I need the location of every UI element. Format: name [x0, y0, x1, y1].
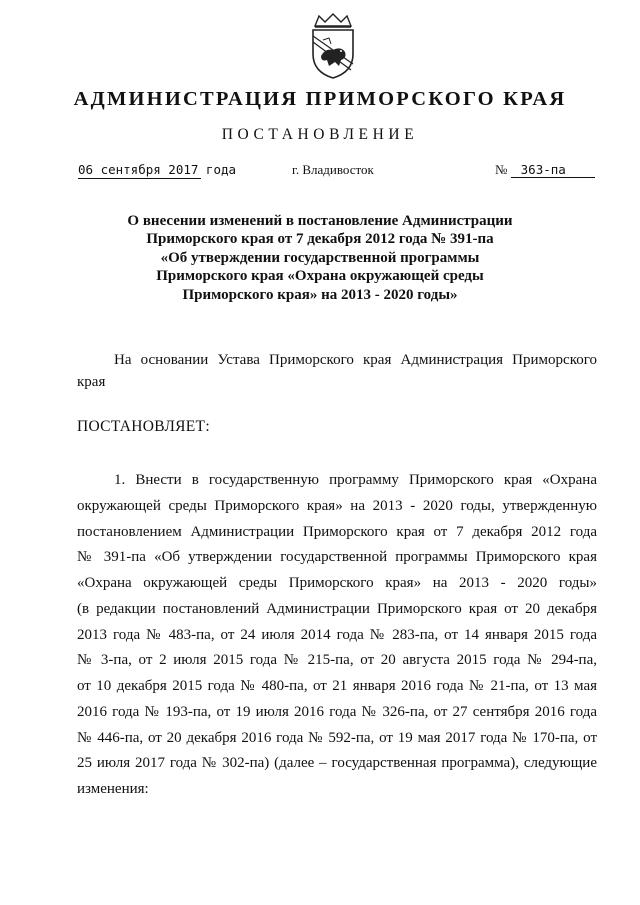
basis-line: На основании Устава Приморского края Администрация Приморского — [114, 352, 597, 368]
clause-line: изменения: — [77, 781, 149, 797]
title-line: О внесении изменений в постановление Администрации — [127, 213, 513, 229]
organization-title: АДМИНИСТРАЦИЯ ПРИМОРСКОГО КРАЯ — [73, 88, 567, 110]
clause-line: 25 июля 2017 года № 302-па) (далее – государственная программа), следующие — [77, 755, 597, 772]
number-label: № — [495, 162, 508, 177]
clause-line: 1. Внести в государственную программу Приморского края «Охрана — [114, 472, 597, 488]
clause-line: № 391-па «Об утверждении государственной программы Приморского края — [77, 549, 597, 566]
clause-1-paragraph — [77, 468, 597, 803]
clause-line: постановлением Администрации Приморского края от 7 декабря 2012 года — [77, 523, 597, 540]
clause-line: (в редакции постановлений Администрации Приморского края от 20 декабря — [77, 600, 597, 617]
title-line: Приморского края от 7 декабря 2012 года № 391-па — [146, 231, 494, 248]
coat-of-arms-emblem — [301, 12, 365, 80]
clause-line: 2013 года № 483-па, от 24 июля 2014 года № 283-па, от 14 января 2015 года — [77, 626, 597, 643]
document-title — [80, 212, 560, 304]
clause-line: № 3-па, от 2 июля 2015 года № 215-па, от 20 августа 2015 года № 294-па, — [77, 652, 597, 669]
title-line: Приморского края «Охрана окружающей среды — [156, 268, 484, 285]
clause-line: № 446-па, от 20 декабря 2016 года № 592-па, от 19 мая 2017 года № 170-па, от — [77, 729, 597, 746]
clause-line: от 10 декабря 2015 года № 480-па, от 21 января 2016 года № 21-па, от 13 мая — [77, 678, 597, 694]
document-number — [495, 162, 595, 178]
title-line: Приморского края» на 2013 - 2020 годы» — [182, 286, 458, 303]
clause-line: «Охрана окружающей среды Приморского края» на 2013 - 2020 годы» — [77, 575, 597, 591]
decree-word: ПОСТАНОВЛЯЕТ: — [77, 418, 210, 435]
document-date-text: 06 сентября 2017 года — [78, 162, 237, 177]
title-line: «Об утверждении государственной программы — [160, 249, 480, 266]
date-underline — [78, 178, 201, 179]
number-value: 363-па — [511, 162, 595, 178]
clause-line: 2016 года № 193-па, от 19 июля 2016 года № 326-па, от 27 сентября 2016 года — [77, 703, 597, 720]
legal-basis-paragraph — [77, 349, 597, 393]
document-city: г. Владивосток — [292, 162, 374, 177]
document-type: ПОСТАНОВЛЕНИЕ — [221, 126, 419, 143]
clause-line: окружающей среды Приморского края» на 2013 - 2020 годы, утвержденную — [77, 497, 597, 514]
document-date — [78, 162, 253, 177]
basis-line: края — [77, 374, 106, 390]
